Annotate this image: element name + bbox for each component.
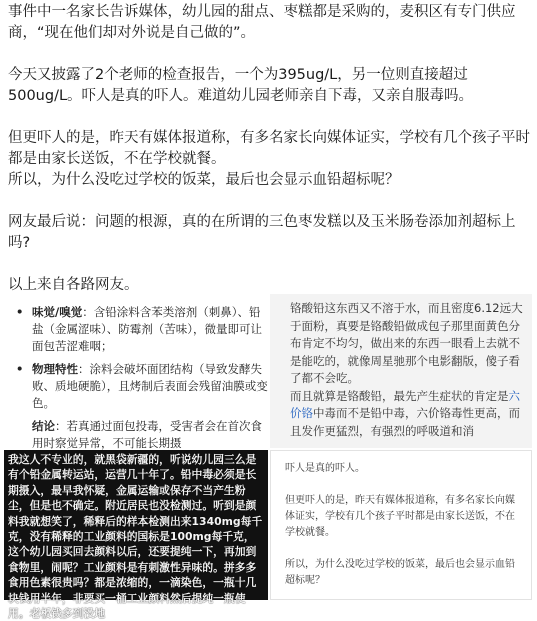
post-paragraph: 以上来自各路网友。 <box>8 277 139 293</box>
image-photo-with-text[interactable] <box>4 450 268 621</box>
image-screenshot-repost[interactable] <box>270 450 532 600</box>
post-paragraph: 网友最后说：问题的根源，真的在所谓的三色枣发糕以及玉米肠卷添加剂超标上吗? <box>8 214 516 251</box>
bullet-title: 结论 <box>32 419 55 433</box>
post-paragraph: 但更吓人的是，昨天有媒体报道称，有多名家长向媒体证实，学校有几个孩子平时都是由家长送饭，不在学校就餐。 所以，为什么没吃过学校的饭菜，最后也会显示血铅超标呢？ <box>8 130 530 188</box>
bullet-title: 味觉/嗅觉 <box>32 305 83 319</box>
bullet-title: 物理特性 <box>32 362 78 376</box>
post-paragraph: 事件中一名家长告诉媒体，幼儿园的甜点、枣糕都是采购的，麦积区有专门供应商，“现在他们却对外说是自己做的”。 <box>8 4 516 41</box>
bullet-item <box>4 361 268 412</box>
post-paragraph: 今天又披露了2个老师的检查报告，一个为395ug/L，另一位则直接超过500ug/L。吓人是真的吓人。难道幼儿园老师亲自下毒，又亲自服毒吗。 <box>8 67 474 104</box>
highlight-link[interactable]: 六价铬 <box>290 388 520 420</box>
bullet-dot-icon: • <box>16 305 24 319</box>
image-screenshot-bullets[interactable] <box>4 294 268 448</box>
comment-text: 铬酸铅这东西又不溶于水，而且密度6.12远大于面粉，真要是铬酸铅做成包子那里面黄色分布肯定不均匀，做出来的东西一眼看上去就不是能吃的，就像周星驰那个电影翻版，傻子看了都不会吃。 <box>290 301 523 385</box>
bullet-text: ：含铅涂料含苯类溶剂（刺鼻）、铅盐（金属涩味）、防霉剂（苦味），微量即可让面包苦涩难咽； <box>32 305 262 353</box>
bullet-item <box>4 418 268 452</box>
comment-text: 中毒而不是铅中毒，六价铬毒性更高，而且发作更猛烈，有强烈的呼吸道和消 <box>290 406 520 438</box>
post-body <box>0 0 537 296</box>
image-grid <box>4 294 532 621</box>
repost-text: 所以，为什么没吃过学校的饭菜，最后也会显示血铅超标呢？ <box>285 559 515 586</box>
bullet-text: ：涂料会破坏面团结构（导致发酵失败、质地硬脆），且烤制后表面会残留油膜或变色。 <box>32 362 268 410</box>
bullet-dot-icon: • <box>16 362 24 376</box>
comment-text: 而且就算是铬酸铅，最先产生症状的肯定是 <box>290 388 509 403</box>
bullet-item <box>4 304 268 355</box>
bullet-text: ：若真通过面包投毒，受害者会在首次食用时察觉异常，不可能长期摄 <box>32 419 262 450</box>
repost-text: 吓人是真的吓人。 <box>285 463 365 474</box>
overlay-text: 我这人不专业的，就黑袋新疆的，听说幼儿园三么是有个铅金属转运站，运营几十年了。铅中毒必须是长期摄入，最早我怀疑，金属运输或保存不当产生粉尘，但是也不确定。附近居民也没检测过。听到是颜料我就想笑了，稀释后的样本检测出来1340mg每千克，没有稀释的工业颜料的国标是100mg每千克，这个幼儿园买回去颜料以后，还要提纯一下，再加到食物里，闹呢？工业颜料是有刺激性异味的。拼多多食用色素很贵吗？都是浓缩的，一滴染色，一瓶十几块钱用半年，非要买一桶工业颜料然后提纯一瓶使用。老板钱多到没地 <box>8 453 263 621</box>
image-screenshot-comment[interactable] <box>270 294 532 448</box>
repost-text: 但更吓人的是，昨天有媒体报道称，有多名家长向媒体证实，学校有几个孩子平时都是由家长送饭，不在学校就餐。 <box>285 495 515 538</box>
